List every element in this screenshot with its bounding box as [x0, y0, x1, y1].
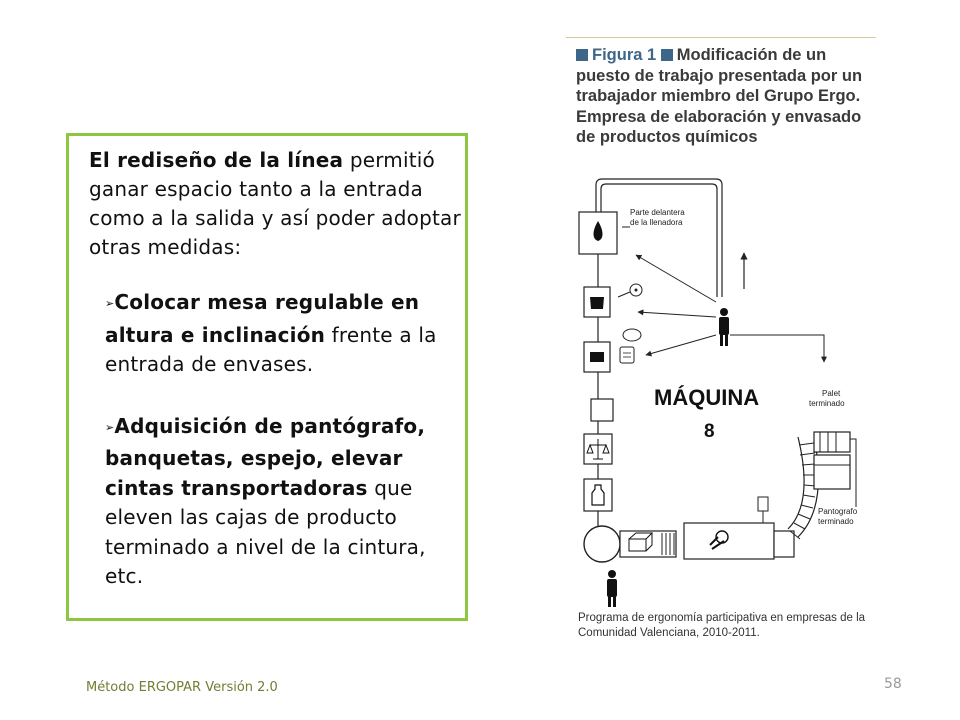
figure-caption	[576, 45, 876, 148]
label-palet-1: Palet	[822, 389, 841, 398]
lid-icon	[623, 329, 641, 341]
worker-icon	[719, 308, 729, 346]
label-icon	[620, 347, 634, 363]
page-number: 58	[884, 676, 902, 692]
lower-conveyor-3	[774, 531, 794, 557]
station-bottle	[584, 479, 612, 511]
lower-conveyor-1	[620, 531, 676, 557]
pot-icon	[590, 297, 604, 309]
pantograph	[814, 455, 850, 489]
workstation-diagram	[566, 177, 876, 607]
footer-method: Método ERGOPAR Versión 2.0	[86, 680, 278, 695]
lower-conveyor-2	[684, 523, 774, 559]
figure-panel	[566, 37, 876, 652]
bullet-rest: frente a la entrada de envases.	[105, 322, 437, 376]
station-empty	[591, 399, 613, 421]
small-post	[758, 497, 768, 511]
label-panto-1: Pantografo	[818, 507, 858, 516]
arrow-to-pot	[638, 312, 716, 317]
label-palet-2: terminado	[809, 399, 845, 408]
label-panto-2: terminado	[818, 517, 854, 526]
arrow-to-pantograph	[850, 439, 856, 507]
box-icon	[590, 352, 604, 362]
list-item	[105, 412, 465, 592]
figure-label: Figura 1	[592, 46, 657, 64]
label-filler-2: de la llenadora	[630, 218, 683, 227]
bullet-arrow-icon: ➢	[105, 297, 115, 310]
square-icon	[661, 49, 673, 61]
bullet-rest: que eleven las cajas de producto terminado a nivel de la cintura, etc.	[105, 475, 426, 588]
list-item	[105, 288, 465, 380]
intro-paragraph	[89, 146, 461, 262]
top-conveyor-inner	[601, 184, 717, 297]
summary-textbox	[66, 133, 468, 621]
bullet-arrow-icon: ➢	[105, 420, 115, 434]
bullet-bold: Colocar mesa regulable en altura e inclinación	[105, 290, 420, 347]
bullet-bold: Adquisición de pantógrafo, banquetas, espejo, elevar cintas transportadoras	[105, 413, 426, 500]
curved-rollers	[790, 443, 816, 539]
palet	[814, 432, 850, 452]
figure-top-rule	[566, 37, 876, 38]
intro-rest: permitió ganar espacio tanto a la entrada como a la salida y así poder adoptar otras medidas:	[89, 148, 461, 259]
worker-icon	[607, 570, 617, 607]
arrow-to-palet	[730, 335, 824, 362]
measures-list	[105, 288, 465, 624]
figure-title: Modificación de un puesto de trabajo presentada por un trabajador miembro del Grupo Ergo. Empresa de elaboración y envasado de productos químicos	[576, 46, 863, 147]
machine-number: 8	[704, 421, 715, 442]
machine-label: MÁQUINA	[654, 385, 760, 410]
label-filler-1: Parte delantera	[630, 208, 685, 217]
square-icon	[576, 49, 588, 61]
figure-source: Programa de ergonomía participativa en empresas de la Comunidad Valenciana, 2010-2011.	[578, 612, 866, 639]
arrow-to-filler	[636, 255, 716, 302]
round-table	[584, 526, 620, 562]
intro-bold: El rediseño de la línea	[89, 148, 344, 172]
arrow-to-box	[646, 335, 716, 355]
